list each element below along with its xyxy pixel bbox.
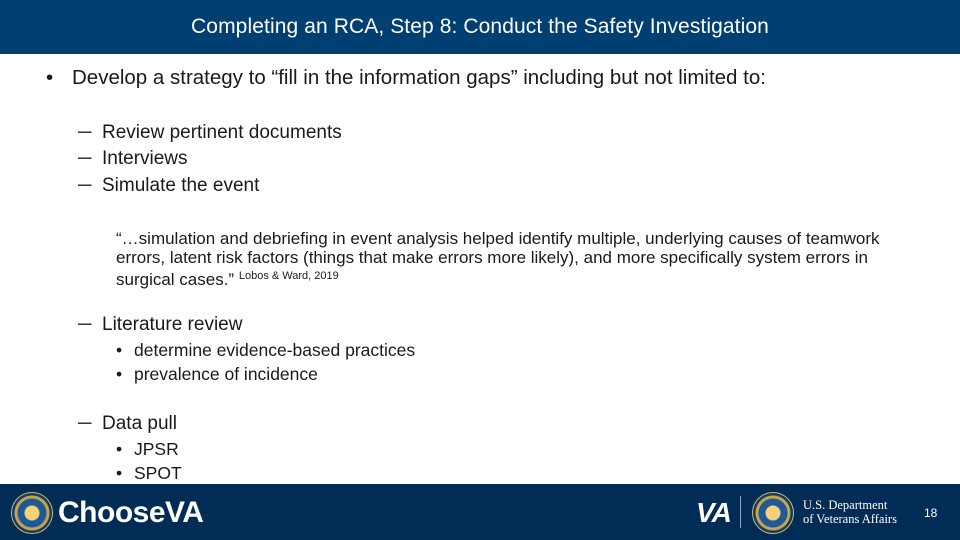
list-item-text: Review pertinent documents (102, 122, 342, 143)
list-item-text: Interviews (102, 148, 188, 169)
department-seal-icon (752, 492, 794, 534)
department-line-1: U.S. Department (803, 498, 888, 512)
data-pull-label: Data pull (102, 413, 177, 434)
list-item-text: Simulate the event (102, 175, 260, 196)
bullet-icon: • (116, 439, 123, 459)
sub-list-item (116, 364, 318, 385)
list-item (78, 122, 342, 144)
literature-review-label: Literature review (102, 314, 243, 335)
dash-icon: ─ (78, 314, 92, 335)
va-logo: VA (696, 497, 731, 528)
dash-icon: ─ (78, 148, 92, 169)
sub-list-item-text: SPOT (134, 463, 182, 483)
bullet-icon: • (116, 463, 123, 483)
choose-text: Choose (58, 496, 166, 529)
sub-list-item-text: determine evidence-based practices (134, 340, 416, 360)
page-number: 18 (924, 506, 938, 520)
dash-icon: ─ (78, 175, 92, 196)
list-item (78, 175, 259, 197)
list-item (78, 148, 188, 170)
sub-list-item (116, 463, 182, 484)
sub-list-item (116, 340, 415, 361)
quote-citation: Lobos & Ward, 2019 (238, 270, 339, 282)
divider (740, 496, 741, 528)
bullet-icon: • (116, 364, 123, 384)
department-line-2: of Veterans Affairs (803, 512, 897, 526)
main-bullet-text: Develop a strategy to “fill in the information gaps” including but not limited to: (72, 66, 766, 89)
choose-va-logo (58, 496, 203, 530)
choose-va-text: VA (165, 496, 204, 529)
bullet-icon: • (116, 340, 123, 360)
list-item (78, 413, 177, 435)
sub-list-item-text: prevalence of incidence (134, 364, 318, 384)
quote-block (116, 229, 916, 289)
quote-text: “…simulation and debriefing in event analysis helped identify multiple, underlying causes of teamwork errors, latent risk factors (things that make errors more likely), and more specifically system errors in surgical cases.” (116, 229, 880, 289)
slide-title: Completing an RCA, Step 8: Conduct the Safety Investigation (191, 15, 769, 38)
dash-icon: ─ (78, 413, 92, 434)
list-item (78, 314, 242, 336)
footer-bar (0, 484, 960, 540)
sub-list-item-text: JPSR (134, 439, 179, 459)
sub-list-item (116, 439, 179, 460)
bullet-icon: • (46, 66, 54, 89)
department-name (803, 498, 897, 526)
dash-icon: ─ (78, 122, 92, 143)
va-seal-icon (11, 492, 53, 534)
